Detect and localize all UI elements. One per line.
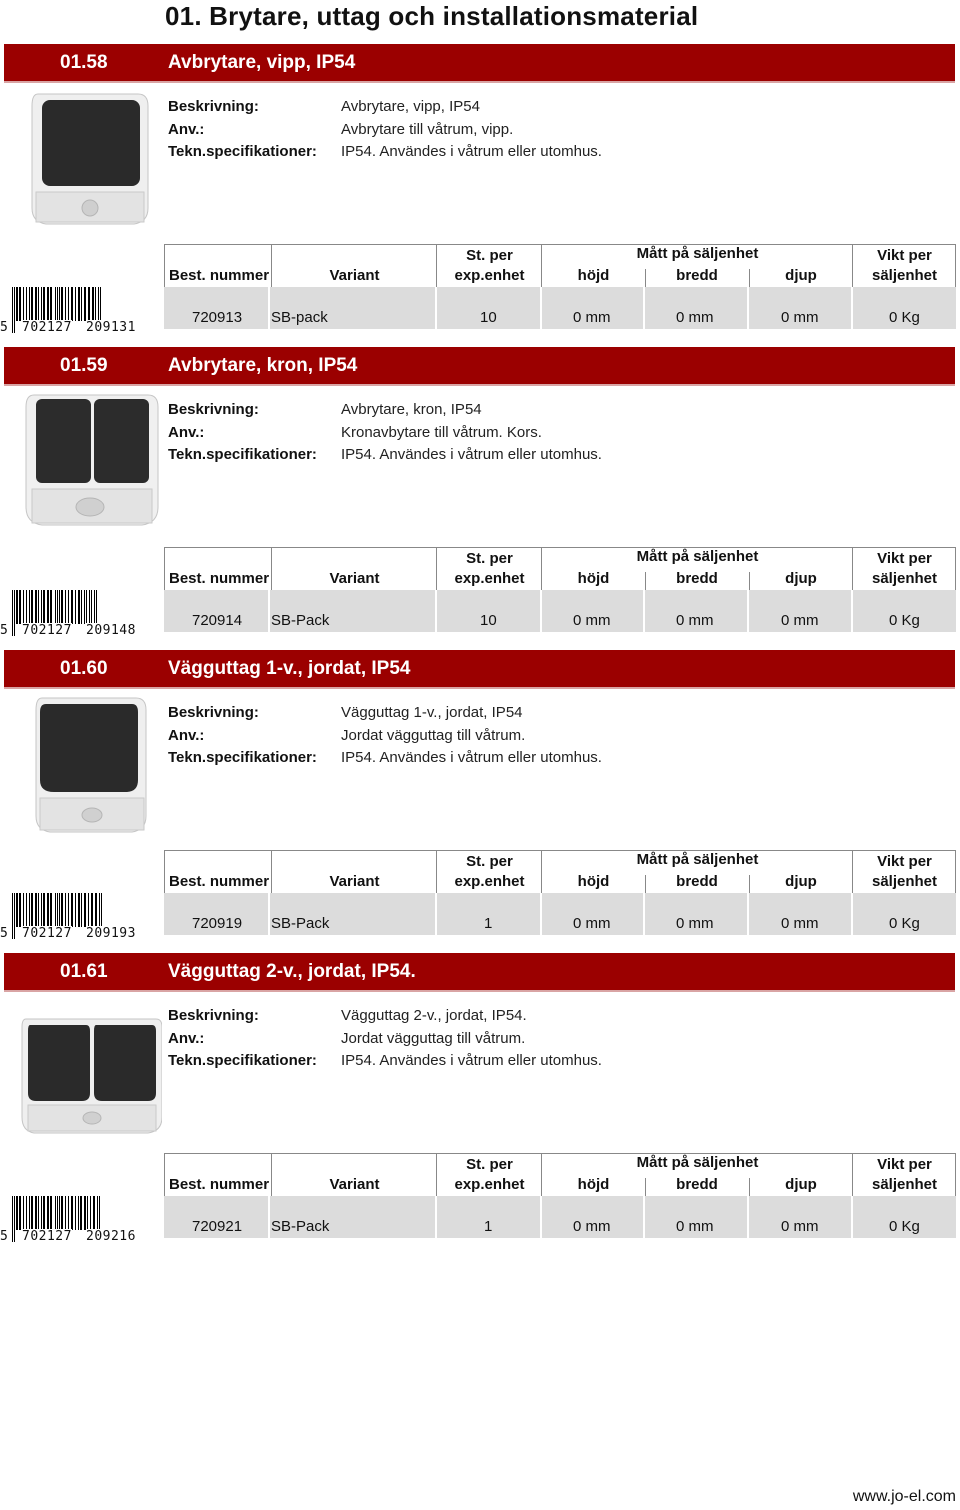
col-best-nummer: Best. nummer bbox=[169, 267, 270, 284]
label-beskrivning: Beskrivning: bbox=[168, 1007, 259, 1024]
barcode-left-digits: 702127 bbox=[22, 320, 72, 335]
table-row bbox=[164, 590, 956, 632]
footer-url[interactable]: www.jo-el.com bbox=[852, 1488, 956, 1505]
barcode bbox=[0, 893, 152, 941]
description-block bbox=[168, 399, 602, 467]
section-header bbox=[4, 347, 955, 386]
label-anv: Anv.: bbox=[168, 423, 205, 441]
description-block bbox=[168, 96, 602, 164]
cell-st-per: 1 bbox=[484, 915, 493, 932]
cell-djup: 0 mm bbox=[781, 915, 819, 932]
barcode-first-digit: 5 bbox=[0, 1229, 9, 1244]
col-bredd: bredd bbox=[676, 873, 718, 890]
barcode-left-digits: 702127 bbox=[22, 926, 72, 941]
label-anv: Anv.: bbox=[168, 120, 205, 138]
col-vikt-per: Vikt per bbox=[877, 853, 932, 870]
cell-djup: 0 mm bbox=[781, 309, 819, 326]
spec-table-header bbox=[164, 244, 956, 287]
section-code: 01.61 bbox=[60, 961, 108, 982]
cell-variant: SB-Pack bbox=[271, 915, 330, 932]
col-best-nummer: Best. nummer bbox=[169, 570, 270, 587]
label-tekn: Tekn.specifikationer: bbox=[168, 446, 317, 463]
barcode-right-digits: 209193 bbox=[86, 926, 136, 941]
col-variant: Variant bbox=[329, 1176, 380, 1193]
cell-best-nummer: 720913 bbox=[192, 309, 243, 326]
spec-table bbox=[164, 850, 956, 937]
col-st-per: St. per bbox=[466, 1156, 513, 1173]
col-djup: djup bbox=[785, 267, 817, 284]
col-st-per: St. per bbox=[466, 550, 513, 567]
cell-best-nummer: 720921 bbox=[192, 1218, 243, 1235]
spec-table bbox=[164, 244, 956, 331]
table-row bbox=[164, 893, 956, 935]
section-code: 01.59 bbox=[60, 355, 108, 376]
col-djup: djup bbox=[785, 570, 817, 587]
cell-variant: SB-pack bbox=[271, 309, 328, 326]
col-variant: Variant bbox=[329, 267, 380, 284]
col-saljenhet: säljenhet bbox=[871, 873, 938, 890]
barcode-first-digit: 5 bbox=[0, 926, 9, 941]
cell-vikt: 0 Kg bbox=[889, 612, 920, 629]
value-tekn: IP54. Användes i våtrum eller utomhus. bbox=[341, 446, 602, 463]
spec-table bbox=[164, 1153, 956, 1240]
col-matt: Mått på säljenhet bbox=[636, 548, 759, 565]
cell-bredd: 0 mm bbox=[676, 612, 714, 629]
col-saljenhet: säljenhet bbox=[871, 267, 938, 284]
switch-kron-image bbox=[20, 391, 162, 551]
table-row bbox=[164, 287, 956, 329]
cell-bredd: 0 mm bbox=[676, 915, 714, 932]
barcode-left-digits: 702127 bbox=[22, 1229, 72, 1244]
barcode bbox=[0, 1196, 152, 1244]
section-name: Vägguttag 2-v., jordat, IP54. bbox=[168, 961, 416, 982]
table-row bbox=[164, 1196, 956, 1238]
col-hojd: höjd bbox=[577, 570, 610, 587]
section-name: Avbrytare, vipp, IP54 bbox=[168, 52, 356, 73]
value-anv: Jordat vägguttag till våtrum. bbox=[341, 1029, 526, 1047]
page-title: 01. Brytare, uttag och installationsmaterial bbox=[165, 1, 699, 31]
barcode-right-digits: 209148 bbox=[86, 623, 136, 638]
product-section bbox=[0, 650, 960, 953]
col-vikt-per: Vikt per bbox=[877, 247, 932, 264]
col-variant: Variant bbox=[329, 873, 380, 890]
cell-variant: SB-Pack bbox=[271, 612, 330, 629]
barcode bbox=[0, 287, 152, 335]
cell-best-nummer: 720914 bbox=[192, 612, 243, 629]
col-exp-enhet: exp.enhet bbox=[454, 873, 525, 890]
value-anv: Jordat vägguttag till våtrum. bbox=[341, 726, 526, 744]
label-anv: Anv.: bbox=[168, 726, 205, 744]
col-st-per: St. per bbox=[466, 247, 513, 264]
col-djup: djup bbox=[785, 1176, 817, 1193]
barcode-left-digits: 702127 bbox=[22, 623, 72, 638]
spec-table bbox=[164, 547, 956, 634]
cell-djup: 0 mm bbox=[781, 612, 819, 629]
col-vikt-per: Vikt per bbox=[877, 550, 932, 567]
cell-hojd: 0 mm bbox=[573, 1218, 611, 1235]
value-anv: Avbrytare till våtrum, vipp. bbox=[341, 120, 514, 138]
spec-table-header bbox=[164, 850, 956, 893]
col-bredd: bredd bbox=[676, 1176, 718, 1193]
section-code: 01.58 bbox=[60, 52, 108, 73]
cell-st-per: 10 bbox=[480, 612, 497, 629]
spec-table-header bbox=[164, 547, 956, 590]
cell-hojd: 0 mm bbox=[573, 309, 611, 326]
label-beskrivning: Beskrivning: bbox=[168, 401, 259, 418]
cell-st-per: 10 bbox=[480, 309, 497, 326]
label-tekn: Tekn.specifikationer: bbox=[168, 749, 317, 766]
cell-vikt: 0 Kg bbox=[889, 309, 920, 326]
product-section bbox=[0, 953, 960, 1256]
col-exp-enhet: exp.enhet bbox=[454, 267, 525, 284]
value-beskrivning: Vägguttag 2-v., jordat, IP54. bbox=[341, 1007, 527, 1024]
col-hojd: höjd bbox=[577, 1176, 610, 1193]
cell-best-nummer: 720919 bbox=[192, 915, 243, 932]
spec-table-header bbox=[164, 1153, 956, 1196]
cell-djup: 0 mm bbox=[781, 1218, 819, 1235]
col-hojd: höjd bbox=[577, 873, 610, 890]
product-section bbox=[0, 347, 960, 650]
col-saljenhet: säljenhet bbox=[871, 570, 938, 587]
barcode-first-digit: 5 bbox=[0, 320, 9, 335]
col-hojd: höjd bbox=[577, 267, 610, 284]
label-tekn: Tekn.specifikationer: bbox=[168, 143, 317, 160]
section-name: Vägguttag 1-v., jordat, IP54 bbox=[168, 658, 411, 679]
barcode bbox=[0, 590, 152, 638]
value-tekn: IP54. Användes i våtrum eller utomhus. bbox=[341, 143, 602, 160]
label-beskrivning: Beskrivning: bbox=[168, 98, 259, 115]
section-code: 01.60 bbox=[60, 658, 108, 679]
col-vikt-per: Vikt per bbox=[877, 1156, 932, 1173]
switch-vipp-image bbox=[20, 88, 162, 248]
section-name: Avbrytare, kron, IP54 bbox=[168, 355, 358, 376]
col-matt: Mått på säljenhet bbox=[636, 1154, 759, 1171]
col-djup: djup bbox=[785, 873, 817, 890]
col-variant: Variant bbox=[329, 570, 380, 587]
value-anv: Kronavbytare till våtrum. Kors. bbox=[341, 423, 542, 441]
col-matt: Mått på säljenhet bbox=[636, 851, 759, 868]
cell-hojd: 0 mm bbox=[573, 612, 611, 629]
col-bredd: bredd bbox=[676, 267, 718, 284]
cell-vikt: 0 Kg bbox=[889, 1218, 920, 1235]
value-tekn: IP54. Användes i våtrum eller utomhus. bbox=[341, 749, 602, 766]
col-matt: Mått på säljenhet bbox=[636, 245, 759, 262]
col-best-nummer: Best. nummer bbox=[169, 1176, 270, 1193]
col-exp-enhet: exp.enhet bbox=[454, 1176, 525, 1193]
value-beskrivning: Vägguttag 1-v., jordat, IP54 bbox=[341, 704, 523, 721]
value-beskrivning: Avbrytare, vipp, IP54 bbox=[341, 98, 480, 115]
description-block bbox=[168, 702, 602, 770]
cell-hojd: 0 mm bbox=[573, 915, 611, 932]
label-anv: Anv.: bbox=[168, 1029, 205, 1047]
cell-variant: SB-Pack bbox=[271, 1218, 330, 1235]
barcode-right-digits: 209131 bbox=[86, 320, 136, 335]
section-header bbox=[4, 44, 955, 83]
section-header bbox=[4, 650, 955, 689]
col-saljenhet: säljenhet bbox=[871, 1176, 938, 1193]
section-header bbox=[4, 953, 955, 992]
col-best-nummer: Best. nummer bbox=[169, 873, 270, 890]
product-section bbox=[0, 44, 960, 347]
barcode-right-digits: 209216 bbox=[86, 1229, 136, 1244]
col-st-per: St. per bbox=[466, 853, 513, 870]
cell-bredd: 0 mm bbox=[676, 1218, 714, 1235]
label-beskrivning: Beskrivning: bbox=[168, 704, 259, 721]
col-exp-enhet: exp.enhet bbox=[454, 570, 525, 587]
value-beskrivning: Avbrytare, kron, IP54 bbox=[341, 401, 482, 418]
description-block bbox=[168, 1005, 602, 1073]
barcode-first-digit: 5 bbox=[0, 623, 9, 638]
label-tekn: Tekn.specifikationer: bbox=[168, 1052, 317, 1069]
cell-st-per: 1 bbox=[484, 1218, 493, 1235]
socket-2v-image bbox=[20, 997, 162, 1157]
col-bredd: bredd bbox=[676, 570, 718, 587]
value-tekn: IP54. Användes i våtrum eller utomhus. bbox=[341, 1052, 602, 1069]
socket-1v-image bbox=[20, 694, 162, 854]
cell-vikt: 0 Kg bbox=[889, 915, 920, 932]
cell-bredd: 0 mm bbox=[676, 309, 714, 326]
